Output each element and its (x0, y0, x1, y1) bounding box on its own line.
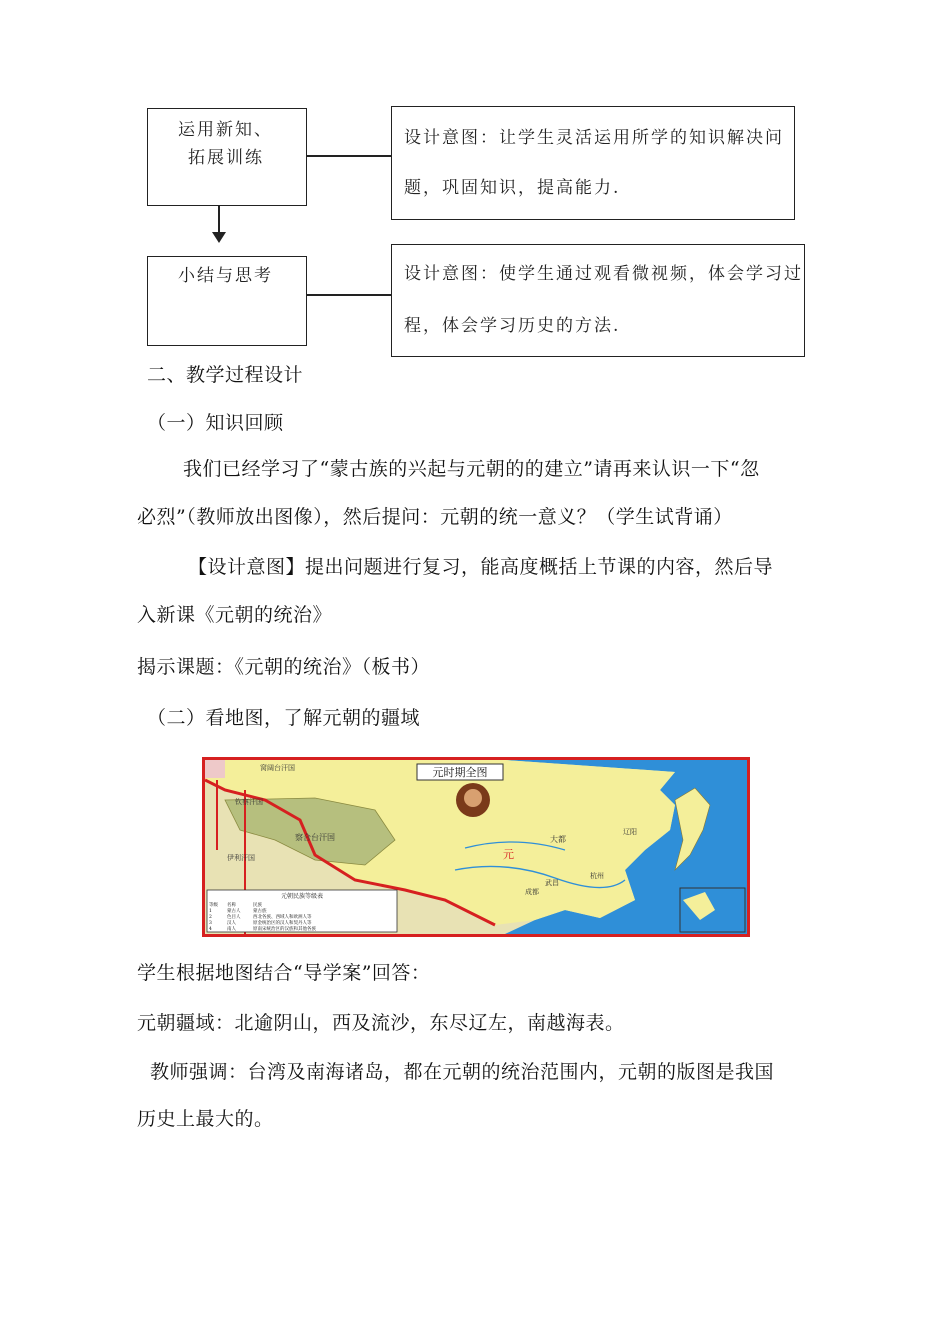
flow-step3-label-2: 拓展训练 (188, 148, 264, 168)
map-table-header: 名称 (227, 903, 236, 908)
part2-heading: （二）看地图，了解元朝的疆域 (147, 707, 421, 729)
map-table-cell: 汉人 (227, 921, 236, 926)
flow-step3-label-1: 运用新知、 (178, 120, 273, 140)
part1-intent-line1: 【设计意图】提出问题进行复习，能高度概括上节课的内容，然后导 (188, 556, 774, 578)
map-table-cell: 原南宋统治区的汉族和其他各族 (253, 927, 316, 932)
arrow-down-icon (212, 232, 226, 244)
map-label-region1: 窝阔台汗国 (260, 764, 295, 772)
map-label-yuan: 元 (503, 848, 514, 861)
map-table-header: 民族 (253, 903, 262, 908)
flow-step4-intent-1: 设计意图：使学生通过观看微视频，体会学习过 (404, 264, 803, 284)
map-label-wuchang: 武昌 (545, 879, 559, 887)
map-label-liaoyang: 辽阳 (623, 828, 637, 836)
map-label-region2: 察合台汗国 (295, 833, 335, 842)
map-table-cell: 蒙古人 (227, 909, 241, 914)
map-label-hangzhou: 杭州 (590, 872, 604, 880)
map-table-cell: 南人 (227, 927, 236, 932)
map-table-cell: 3 (209, 921, 212, 926)
map-label-region3: 伊利汗国 (227, 854, 255, 862)
map-table-cell: 色目人 (227, 915, 241, 920)
map-table-header: 等级 (209, 903, 218, 908)
part1-intent-line2: 入新课《元朝的统治》 (137, 604, 333, 626)
map-label-region4: 钦察汗国 (235, 798, 263, 806)
part2-territory: 元朝疆域：北逾阴山，西及流沙，东尽辽左，南越海表。 (137, 1012, 625, 1034)
yuan-dynasty-map (202, 757, 750, 937)
map-table-cell: 蒙古族 (253, 909, 267, 914)
part1-para1-line1: 我们已经学习了“蒙古族的兴起与元朝的的建立”请再来认识一下“忽 (183, 458, 760, 480)
map-table-cell: 原金统治区的汉人和契丹人等 (253, 921, 312, 926)
flow-step4-box (147, 256, 307, 346)
flow-step4-intent-2: 程，体会学习历史的方法. (404, 316, 621, 336)
part2-emphasis-line1: 教师强调：台湾及南海诸岛，都在元朝的统治范围内，元朝的版图是我国 (150, 1061, 775, 1083)
map-table-cell: 1 (209, 909, 212, 914)
part2-emphasis-line2: 历史上最大的。 (137, 1108, 274, 1130)
map-title: 元时期全图 (432, 766, 488, 779)
connector-step4 (307, 294, 392, 296)
flow-step4-intent-box (391, 244, 805, 357)
flow-step3-box (147, 108, 307, 206)
map-table-cell: 西北各族、西域人和欧洲人等 (253, 915, 312, 920)
connector-step3 (307, 155, 392, 157)
part1-heading: （一）知识回顾 (147, 412, 284, 434)
map-table-cell: 4 (209, 927, 212, 932)
map-label-capital: 大都 (550, 835, 566, 844)
flow-step3-intent-box (391, 106, 795, 220)
map-table-cell: 2 (209, 915, 212, 920)
flow-step4-label: 小结与思考 (178, 266, 273, 286)
map-table-title: 元朝民族等级表 (280, 893, 324, 900)
map-label-chengdu: 成都 (525, 888, 539, 896)
flow-step3-intent-1: 设计意图：让学生灵活运用所学的知识解决问 (404, 128, 784, 148)
part1-para1-line2: 必烈”（教师放出图像），然后提问：元朝的统一意义？（学生试背诵） (137, 506, 733, 528)
part1-reveal: 揭示课题：《元朝的统治》（板书） (137, 656, 431, 678)
flow-step3-intent-2: 题，巩固知识，提高能力. (404, 178, 621, 198)
section2-title: 二、教学过程设计 (147, 364, 304, 386)
part2-answer-intro: 学生根据地图结合“导学案”回答： (137, 962, 431, 984)
